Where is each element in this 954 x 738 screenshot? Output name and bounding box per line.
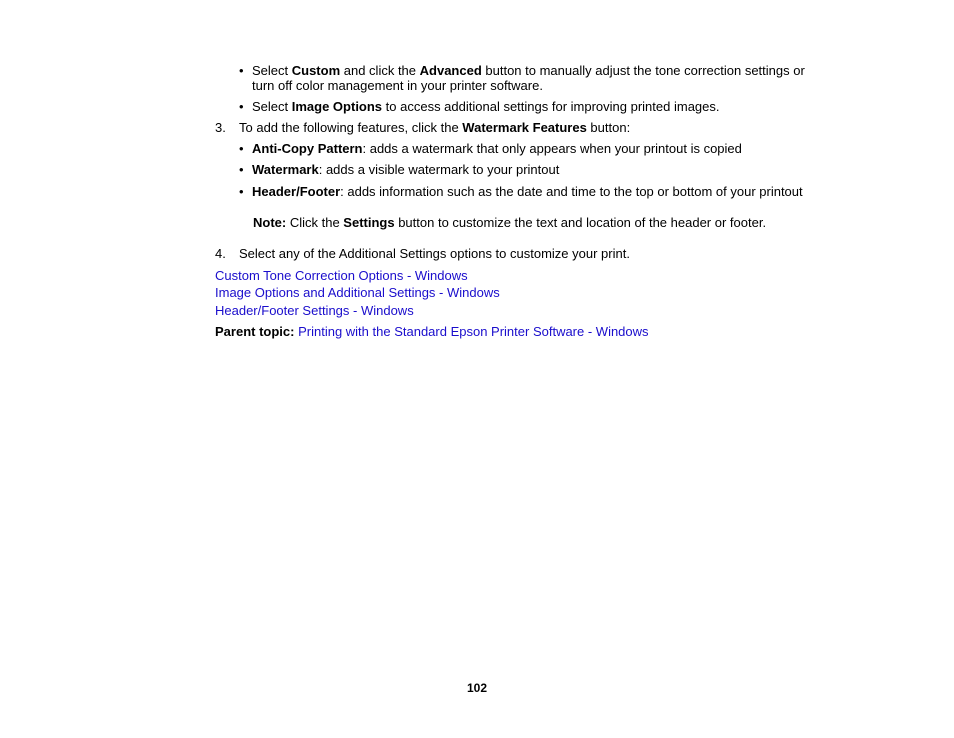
bold-anti-copy: Anti-Copy Pattern — [252, 141, 363, 156]
step-3-text — [239, 120, 630, 135]
parent-topic — [215, 324, 649, 339]
feature-header-footer — [252, 184, 803, 199]
text: : adds a watermark that only appears when your printout is copied — [362, 141, 742, 156]
note-label: Note: — [253, 215, 287, 230]
link-image-options[interactable]: Image Options and Additional Settings - Windows — [215, 285, 500, 300]
text: : adds a visible watermark to your printout — [318, 162, 560, 177]
link-header-footer-settings[interactable]: Header/Footer Settings - Windows — [215, 303, 414, 318]
link-parent-topic[interactable]: Printing with the Standard Epson Printer Software - Windows — [298, 324, 649, 339]
step-number: 4. — [215, 246, 226, 261]
step-number: 3. — [215, 120, 226, 135]
text: Click the — [286, 215, 344, 230]
step-4-text: Select any of the Additional Settings options to customize your print. — [239, 246, 630, 261]
bullet-marker: • — [239, 141, 244, 156]
bold-header-footer: Header/Footer — [252, 184, 341, 199]
bullet-image-options — [252, 99, 720, 114]
text: and click the — [340, 63, 420, 78]
bullet-marker: • — [239, 63, 244, 78]
text: Select — [252, 99, 292, 114]
text: turn off color management in your printer software. — [252, 78, 543, 93]
text: to access additional settings for improving printed images. — [382, 99, 720, 114]
bullet-marker: • — [239, 162, 244, 177]
parent-topic-label: Parent topic: — [215, 324, 295, 339]
bullet-marker: • — [239, 99, 244, 114]
text: To add the following features, click the — [239, 120, 463, 135]
link-custom-tone-correction[interactable]: Custom Tone Correction Options - Windows — [215, 268, 468, 283]
text: button to manually adjust the tone correction settings or — [481, 63, 805, 78]
text: : adds information such as the date and time to the top or bottom of your printout — [340, 184, 803, 199]
text: button: — [586, 120, 631, 135]
bold-watermark-features: Watermark Features — [462, 120, 587, 135]
text: button to customize the text and location of the header or footer. — [394, 215, 767, 230]
note — [253, 215, 766, 230]
bullet-custom-advanced — [252, 63, 832, 93]
bold-watermark: Watermark — [252, 162, 319, 177]
bold-custom: Custom — [291, 63, 341, 78]
bullet-marker: • — [239, 184, 244, 199]
feature-anti-copy — [252, 141, 742, 156]
bold-advanced: Advanced — [419, 63, 482, 78]
bold-settings: Settings — [343, 215, 395, 230]
bold-image-options: Image Options — [291, 99, 383, 114]
text: Select — [252, 63, 292, 78]
page-number: 102 — [466, 681, 488, 695]
feature-watermark — [252, 162, 559, 177]
